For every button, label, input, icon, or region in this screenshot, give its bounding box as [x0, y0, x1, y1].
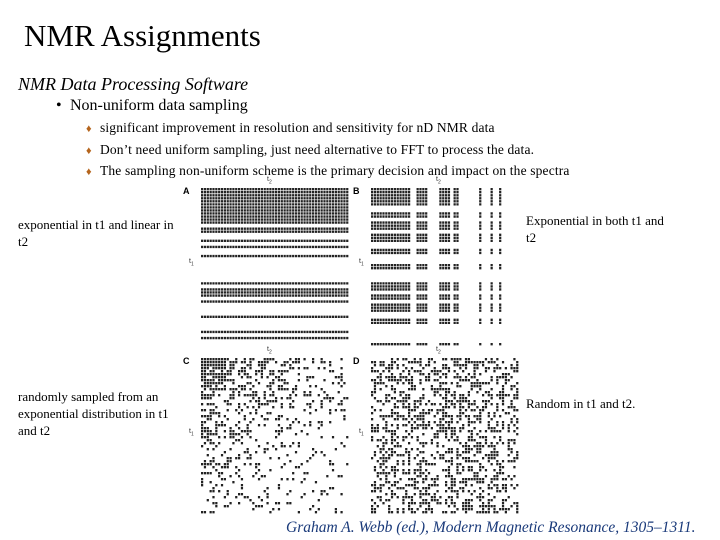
citation: Graham A. Webb (ed.), Modern Magnetic Resonance, 1305–1311.: [286, 519, 696, 536]
sample-points: [371, 358, 518, 513]
label-panel-c: randomly sampled from an exponential distribution in t1 and t2: [18, 389, 169, 438]
bullet-dot-icon: •: [56, 97, 62, 114]
diamond-bullet-icon: ♦: [86, 166, 92, 178]
axis-t1-c: $t_1$: [189, 428, 194, 438]
sub-bullet: [86, 118, 570, 140]
sample-points: [201, 358, 348, 513]
label-panel-b: Exponential in both t1 and t2: [526, 213, 664, 245]
axis-t1-d: $t_1$: [359, 428, 364, 438]
sub-bullet-text: Don’t need uniform sampling, just need alternative to FFT to process the data.: [100, 141, 535, 157]
main-bullet: [56, 96, 248, 116]
label-panel-d: Random in t1 and t2.: [526, 396, 636, 411]
axis-t1-b: $t_1$: [359, 258, 364, 268]
sub-bullet: [86, 161, 570, 186]
sampling-panel-c: [201, 358, 349, 514]
axis-t2-b: $t_2$: [436, 176, 441, 186]
sampling-panel-d: [371, 358, 519, 514]
sub-bullet-text: significant improvement in resolution and sensitivity for nD NMR data: [100, 120, 495, 135]
panel-letter-b: B: [353, 186, 360, 196]
sub-bullet-text: The sampling non-uniform scheme is the primary decision and impact on the spectra: [100, 163, 570, 178]
axis-t2-d: $t_2$: [436, 346, 441, 356]
diamond-bullet-icon: ♦: [86, 144, 92, 157]
sampling-panel-b: [371, 188, 519, 346]
diamond-bullet-icon: ♦: [86, 123, 92, 135]
sample-points: [371, 188, 501, 345]
sub-bullet: [86, 140, 570, 162]
slide-title: NMR Assignments: [24, 18, 261, 53]
panel-letter-d: D: [353, 356, 360, 366]
sub-bullet-list: [86, 118, 570, 186]
sample-points: [201, 188, 348, 339]
panel-letter-c: C: [183, 356, 190, 366]
slide-subtitle: NMR Data Processing Software: [18, 74, 249, 94]
axis-t2-a: $t_2$: [267, 176, 272, 186]
panel-letter-a: A: [183, 186, 190, 196]
label-panel-a: exponential in t1 and linear in t2: [18, 217, 174, 249]
axis-t2-c: $t_2$: [267, 346, 272, 356]
sampling-panel-a: [201, 188, 349, 346]
axis-t1-a: $t_1$: [189, 258, 194, 268]
main-bullet-text: Non-uniform data sampling: [70, 97, 248, 114]
